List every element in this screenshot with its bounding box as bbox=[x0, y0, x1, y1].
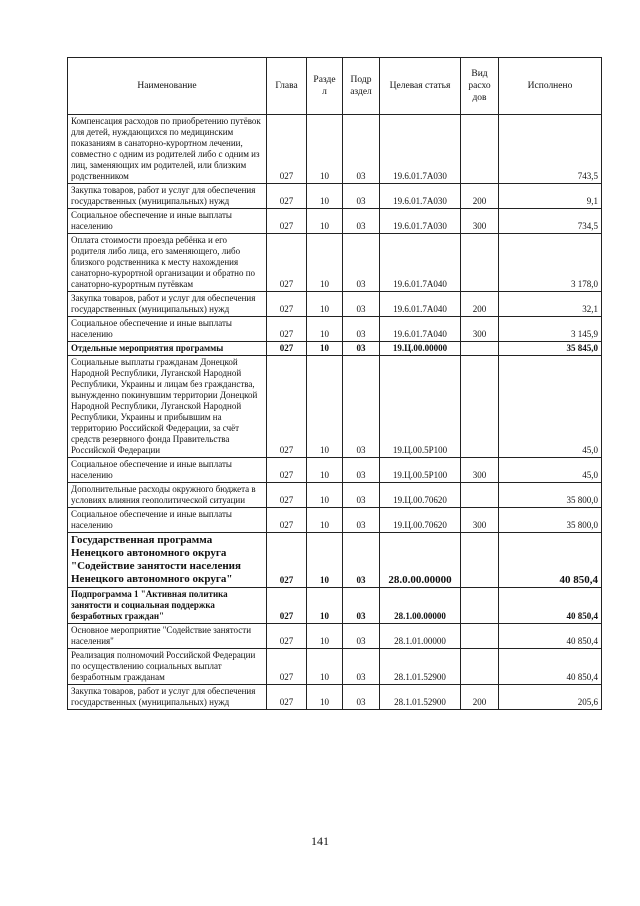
row-chapter: 027 bbox=[267, 458, 307, 483]
row-target: 19.6.01.7А040 bbox=[380, 234, 461, 292]
row-name: Социальное обеспечение и иные выплаты населению bbox=[68, 317, 267, 342]
row-chapter: 027 bbox=[267, 317, 307, 342]
row-name: Государственная программа Ненецкого автономного округа "Содействие занятости населения Ненецкого автономного округа" bbox=[68, 533, 267, 588]
row-chapter: 027 bbox=[267, 624, 307, 649]
row-amount: 205,6 bbox=[499, 685, 602, 710]
row-subsection: 03 bbox=[343, 649, 380, 685]
row-expense-type bbox=[461, 649, 499, 685]
header-target: Целевая статья bbox=[380, 58, 461, 115]
row-name: Закупка товаров, работ и услуг для обеспечения государственных (муниципальных) нужд bbox=[68, 292, 267, 317]
row-chapter: 027 bbox=[267, 209, 307, 234]
budget-table bbox=[67, 57, 602, 710]
row-expense-type bbox=[461, 533, 499, 588]
row-target: 28.1.00.00000 bbox=[380, 588, 461, 624]
header-executed: Исполнено bbox=[499, 58, 602, 115]
row-name: Социальное обеспечение и иные выплаты населению bbox=[68, 209, 267, 234]
row-name: Закупка товаров, работ и услуг для обеспечения государственных (муниципальных) нужд bbox=[68, 685, 267, 710]
row-section: 10 bbox=[307, 685, 343, 710]
table-row bbox=[68, 588, 602, 624]
row-section: 10 bbox=[307, 508, 343, 533]
table-row bbox=[68, 317, 602, 342]
row-chapter: 027 bbox=[267, 292, 307, 317]
row-section: 10 bbox=[307, 624, 343, 649]
row-expense-type: 300 bbox=[461, 508, 499, 533]
row-target: 28.1.01.52900 bbox=[380, 649, 461, 685]
row-amount: 40 850,4 bbox=[499, 533, 602, 588]
row-section: 10 bbox=[307, 342, 343, 356]
row-amount: 40 850,4 bbox=[499, 624, 602, 649]
table-row bbox=[68, 533, 602, 588]
row-target: 19.6.01.7А030 bbox=[380, 115, 461, 184]
table-row bbox=[68, 115, 602, 184]
row-amount: 32,1 bbox=[499, 292, 602, 317]
row-name: Закупка товаров, работ и услуг для обеспечения государственных (муниципальных) нужд bbox=[68, 184, 267, 209]
table-row bbox=[68, 483, 602, 508]
row-name: Основное мероприятие "Содействие занятости населения" bbox=[68, 624, 267, 649]
row-target: 19.Ц.00.70620 bbox=[380, 508, 461, 533]
row-section: 10 bbox=[307, 588, 343, 624]
row-section: 10 bbox=[307, 649, 343, 685]
row-expense-type: 300 bbox=[461, 458, 499, 483]
row-subsection: 03 bbox=[343, 209, 380, 234]
row-name: Подпрограмма 1 "Активная политика занятости и социальная поддержка безработных граждан" bbox=[68, 588, 267, 624]
header-section: Разде л bbox=[307, 58, 343, 115]
row-expense-type bbox=[461, 115, 499, 184]
header-name: Наименование bbox=[68, 58, 267, 115]
row-name: Социальное обеспечение и иные выплаты населению bbox=[68, 508, 267, 533]
table-row bbox=[68, 685, 602, 710]
header-subsection: Подр аздел bbox=[343, 58, 380, 115]
table-body bbox=[68, 115, 602, 710]
row-section: 10 bbox=[307, 533, 343, 588]
row-amount: 40 850,4 bbox=[499, 649, 602, 685]
table-header-row bbox=[68, 58, 602, 115]
row-subsection: 03 bbox=[343, 624, 380, 649]
row-chapter: 027 bbox=[267, 533, 307, 588]
row-chapter: 027 bbox=[267, 483, 307, 508]
row-name: Отдельные мероприятия программы bbox=[68, 342, 267, 356]
header-chapter: Глава bbox=[267, 58, 307, 115]
row-subsection: 03 bbox=[343, 292, 380, 317]
row-target: 28.1.01.00000 bbox=[380, 624, 461, 649]
row-subsection: 03 bbox=[343, 356, 380, 458]
row-target: 19.Ц.00.00000 bbox=[380, 342, 461, 356]
row-amount: 35 800,0 bbox=[499, 483, 602, 508]
row-chapter: 027 bbox=[267, 649, 307, 685]
row-target: 28.1.01.52900 bbox=[380, 685, 461, 710]
row-name: Оплата стоимости проезда ребёнка и его родителя либо лица, его заменяющего, либо близкого родственника к месту нахождения санаторно-курортной организации и обратно по санаторно-курортным путёвкам bbox=[68, 234, 267, 292]
row-chapter: 027 bbox=[267, 115, 307, 184]
table-row bbox=[68, 184, 602, 209]
row-expense-type: 300 bbox=[461, 317, 499, 342]
row-target: 19.6.01.7А040 bbox=[380, 317, 461, 342]
row-name: Дополнительные расходы окружного бюджета в условиях влияния геополитической ситуации bbox=[68, 483, 267, 508]
table-row bbox=[68, 356, 602, 458]
row-amount: 3 178,0 bbox=[499, 234, 602, 292]
row-expense-type: 300 bbox=[461, 209, 499, 234]
row-subsection: 03 bbox=[343, 685, 380, 710]
row-amount: 734,5 bbox=[499, 209, 602, 234]
row-target: 28.0.00.00000 bbox=[380, 533, 461, 588]
row-amount: 35 800,0 bbox=[499, 508, 602, 533]
row-amount: 743,5 bbox=[499, 115, 602, 184]
row-subsection: 03 bbox=[343, 342, 380, 356]
header-expense-type: Вид расхо дов bbox=[461, 58, 499, 115]
row-subsection: 03 bbox=[343, 458, 380, 483]
row-section: 10 bbox=[307, 458, 343, 483]
table-row bbox=[68, 292, 602, 317]
row-chapter: 027 bbox=[267, 588, 307, 624]
table-row bbox=[68, 649, 602, 685]
row-target: 19.6.01.7А040 bbox=[380, 292, 461, 317]
table-row bbox=[68, 209, 602, 234]
row-target: 19.Ц.00.70620 bbox=[380, 483, 461, 508]
table-row bbox=[68, 458, 602, 483]
row-subsection: 03 bbox=[343, 317, 380, 342]
row-chapter: 027 bbox=[267, 184, 307, 209]
row-section: 10 bbox=[307, 209, 343, 234]
row-expense-type: 200 bbox=[461, 184, 499, 209]
row-section: 10 bbox=[307, 115, 343, 184]
row-amount: 3 145,9 bbox=[499, 317, 602, 342]
row-section: 10 bbox=[307, 292, 343, 317]
row-subsection: 03 bbox=[343, 184, 380, 209]
row-subsection: 03 bbox=[343, 234, 380, 292]
row-target: 19.Ц.00.5Р100 bbox=[380, 458, 461, 483]
table-row bbox=[68, 508, 602, 533]
row-section: 10 bbox=[307, 317, 343, 342]
row-chapter: 027 bbox=[267, 508, 307, 533]
row-chapter: 027 bbox=[267, 685, 307, 710]
row-target: 19.Ц.00.5Р100 bbox=[380, 356, 461, 458]
table-row bbox=[68, 234, 602, 292]
row-amount: 45,0 bbox=[499, 356, 602, 458]
row-section: 10 bbox=[307, 234, 343, 292]
row-name: Социальное обеспечение и иные выплаты населению bbox=[68, 458, 267, 483]
row-amount: 45,0 bbox=[499, 458, 602, 483]
row-subsection: 03 bbox=[343, 115, 380, 184]
row-expense-type: 200 bbox=[461, 292, 499, 317]
row-subsection: 03 bbox=[343, 588, 380, 624]
row-subsection: 03 bbox=[343, 533, 380, 588]
row-name: Компенсация расходов по приобретению путёвок для детей, нуждающихся по медицинским показаниям в санаторно-курортном лечении, совместно с одним из родителей либо с одним из лиц, заменяющих им родителей, или близким родственником bbox=[68, 115, 267, 184]
table-row bbox=[68, 342, 602, 356]
row-section: 10 bbox=[307, 356, 343, 458]
row-expense-type bbox=[461, 342, 499, 356]
row-amount: 9,1 bbox=[499, 184, 602, 209]
row-section: 10 bbox=[307, 483, 343, 508]
row-expense-type bbox=[461, 588, 499, 624]
row-subsection: 03 bbox=[343, 508, 380, 533]
row-section: 10 bbox=[307, 184, 343, 209]
row-target: 19.6.01.7А030 bbox=[380, 184, 461, 209]
row-amount: 35 845,0 bbox=[499, 342, 602, 356]
row-chapter: 027 bbox=[267, 356, 307, 458]
row-target: 19.6.01.7А030 bbox=[380, 209, 461, 234]
row-expense-type bbox=[461, 483, 499, 508]
row-expense-type bbox=[461, 356, 499, 458]
row-expense-type bbox=[461, 624, 499, 649]
row-chapter: 027 bbox=[267, 342, 307, 356]
row-expense-type: 200 bbox=[461, 685, 499, 710]
row-amount: 40 850,4 bbox=[499, 588, 602, 624]
row-chapter: 027 bbox=[267, 234, 307, 292]
row-name: Реализация полномочий Российской Федерации по осуществлению социальных выплат безработным гражданам bbox=[68, 649, 267, 685]
row-name: Социальные выплаты гражданам Донецкой Народной Республики, Луганской Народной Республики, Украины и лицам без гражданства, вынужденно покинувшим территории Донецкой Народной Республики, Луганской Народной Республики, Украины и прибывшим на территорию Российской Федерации, за счёт средств резервного фонда Правительства Российской Федерации bbox=[68, 356, 267, 458]
table-row bbox=[68, 624, 602, 649]
row-expense-type bbox=[461, 234, 499, 292]
row-subsection: 03 bbox=[343, 483, 380, 508]
page-number: 141 bbox=[311, 834, 329, 848]
